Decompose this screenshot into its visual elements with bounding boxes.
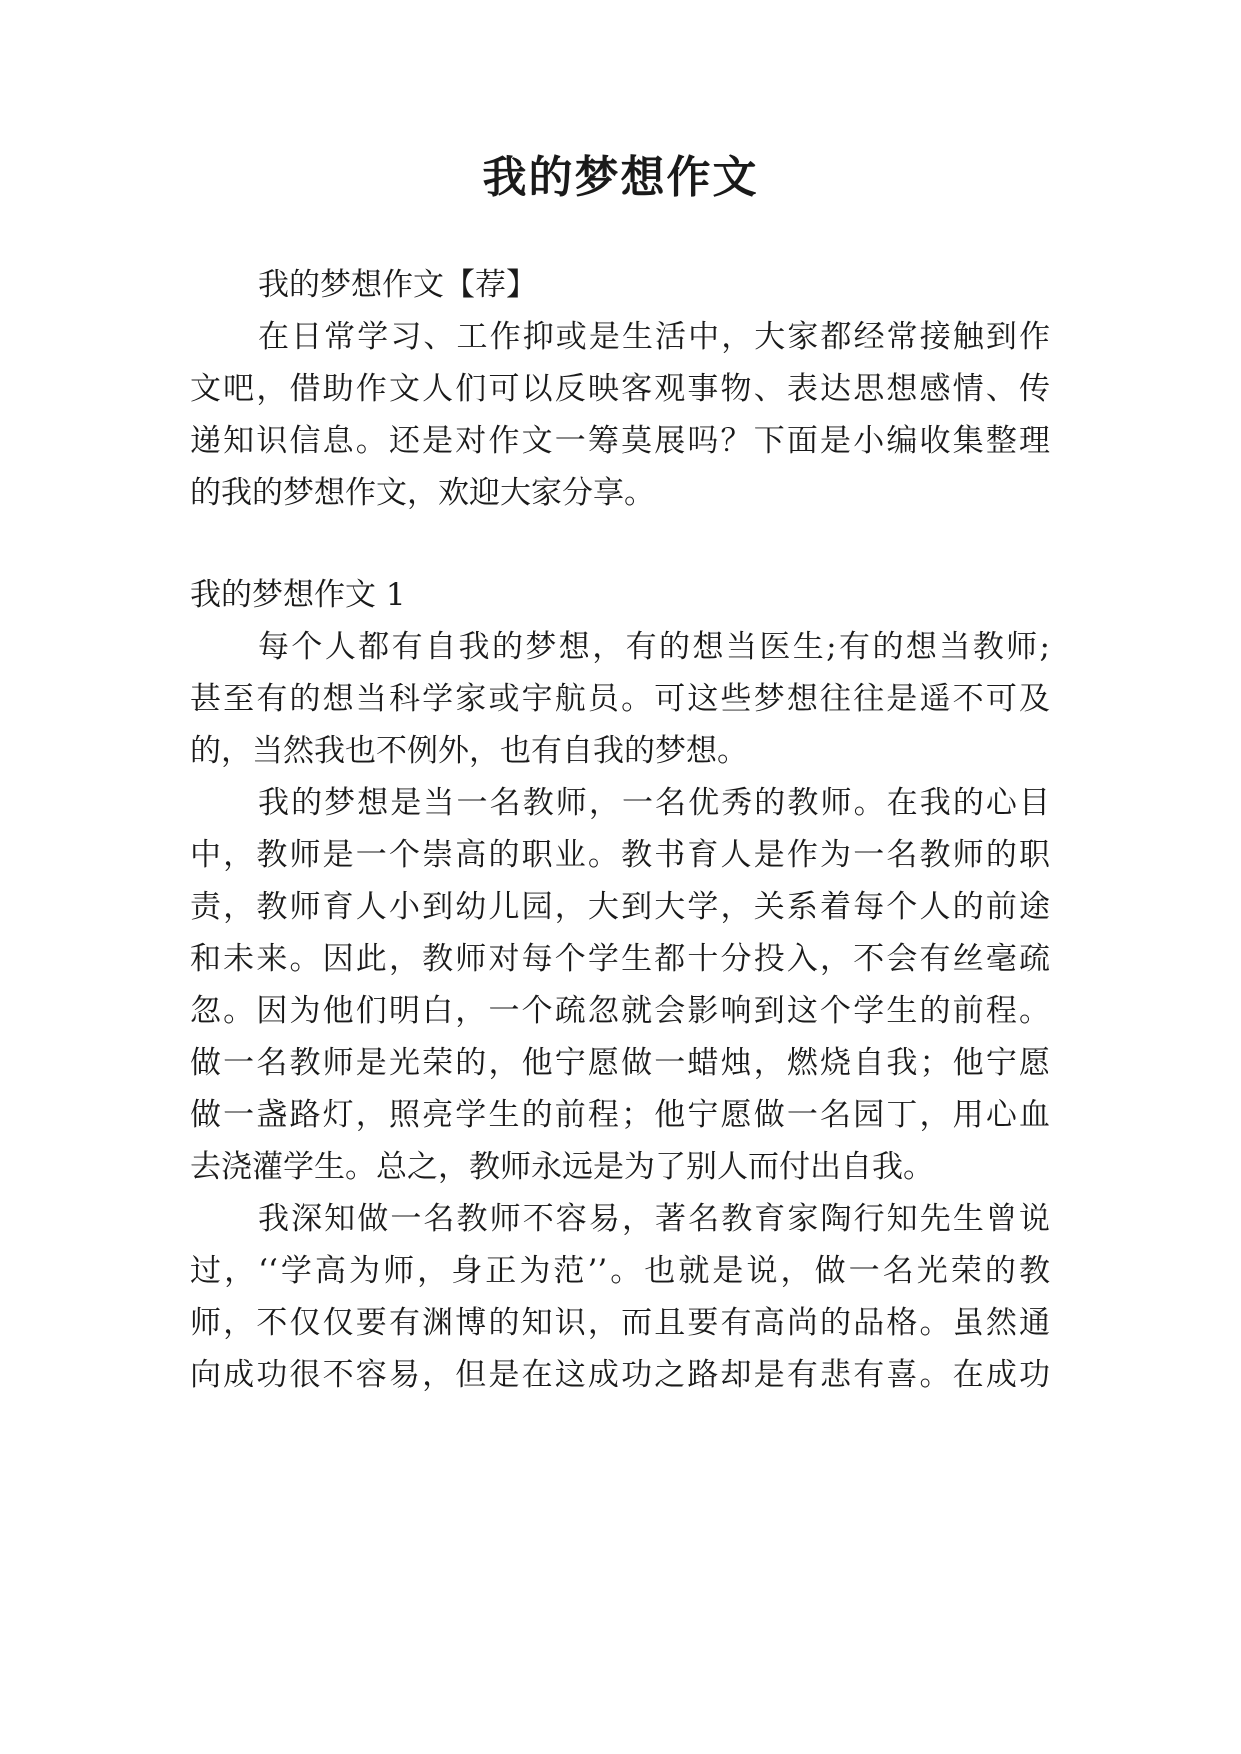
text-line: 过，‘‘学高为师，身正为范’’。也就是说，做一名光荣的教 bbox=[190, 1253, 1050, 1289]
text-line: 向成功很不容易，但是在这成功之路却是有悲有喜。在成功 bbox=[190, 1357, 1050, 1393]
text-line: 每个人都有自我的梦想，有的想当医生;有的想当教师; bbox=[258, 629, 1050, 665]
text-line: 去浇灌学生。总之，教师永远是为了别人而付出自我。 bbox=[190, 1149, 934, 1185]
text-line: 的我的梦想作文，欢迎大家分享。 bbox=[190, 475, 655, 511]
text-line: 做一名教师是光荣的，他宁愿做一蜡烛，燃烧自我；他宁愿 bbox=[190, 1045, 1050, 1081]
text-line: 递知识信息。还是对作文一筹莫展吗？下面是小编收集整理 bbox=[190, 423, 1050, 459]
text-line: 做一盏路灯，照亮学生的前程；他宁愿做一名园丁，用心血 bbox=[190, 1097, 1050, 1133]
paragraph-heading: 我的梦想作文【荐】 bbox=[258, 267, 537, 303]
text-line: 在日常学习、工作抑或是生活中，大家都经常接触到作 bbox=[258, 319, 1050, 355]
text-line: 中，教师是一个崇高的职业。教书育人是作为一名教师的职 bbox=[190, 837, 1050, 873]
text-line: 的，当然我也不例外，也有自我的梦想。 bbox=[190, 733, 748, 769]
section-heading: 我的梦想作文 1 bbox=[190, 577, 406, 613]
text-line: 文吧，借助作文人们可以反映客观事物、表达思想感情、传 bbox=[190, 371, 1050, 407]
text-line: 忽。因为他们明白，一个疏忽就会影响到这个学生的前程。 bbox=[190, 993, 1050, 1029]
document-title: 我的梦想作文 bbox=[482, 152, 759, 203]
text-line: 我的梦想是当一名教师，一名优秀的教师。在我的心目 bbox=[258, 785, 1050, 821]
text-line: 师，不仅仅要有渊博的知识，而且要有高尚的品格。虽然通 bbox=[190, 1305, 1050, 1341]
text-line: 甚至有的想当科学家或宇航员。可这些梦想往往是遥不可及 bbox=[190, 681, 1050, 717]
text-line: 和未来。因此，教师对每个学生都十分投入，不会有丝毫疏 bbox=[190, 941, 1050, 977]
text-line: 我深知做一名教师不容易，著名教育家陶行知先生曾说 bbox=[258, 1201, 1050, 1237]
text-line: 责，教师育人小到幼儿园，大到大学，关系着每个人的前途 bbox=[190, 889, 1050, 925]
